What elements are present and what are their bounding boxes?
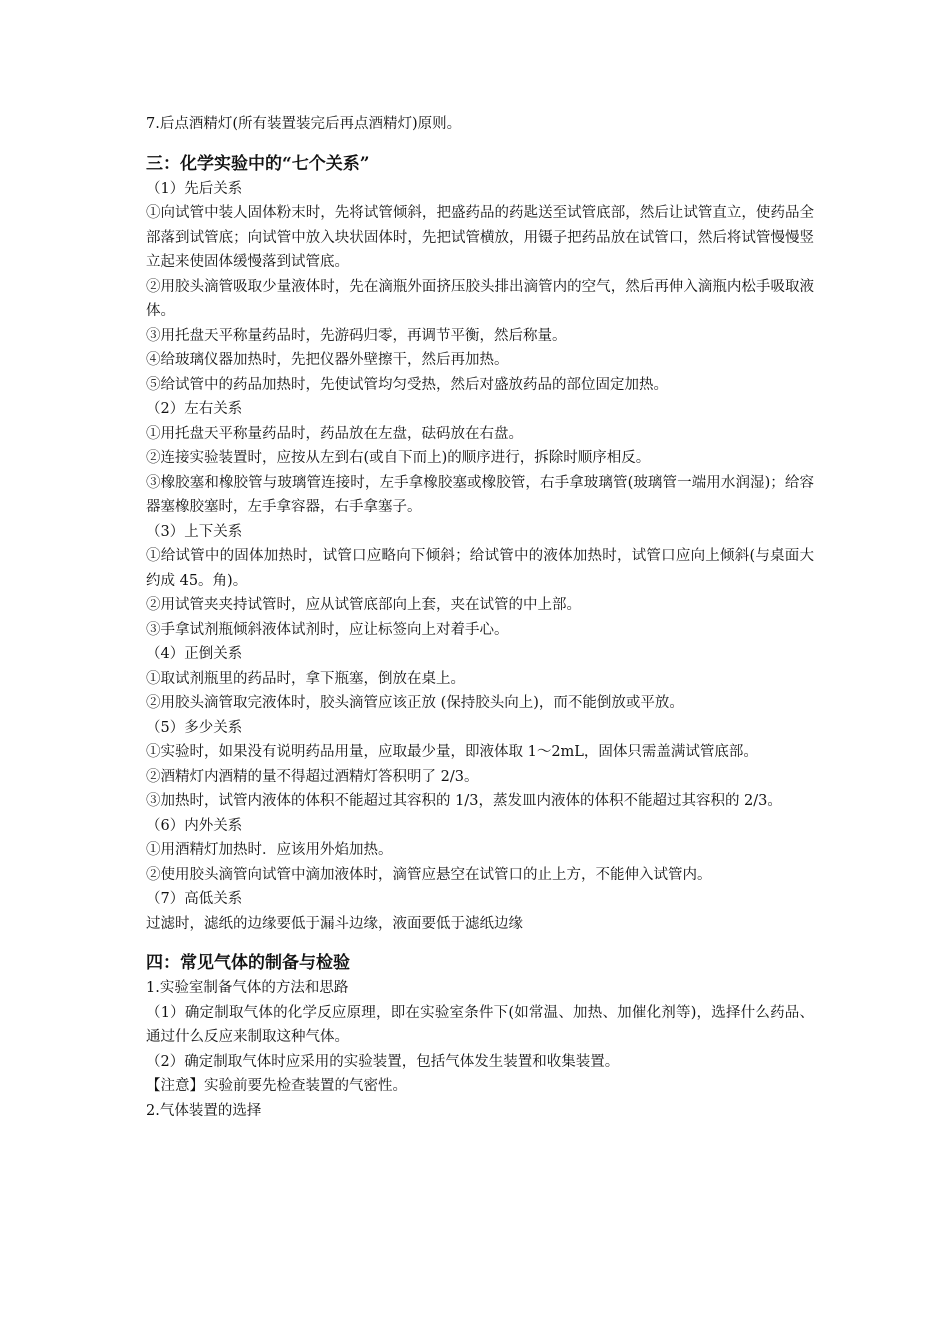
paragraph: ②用胶头滴管取完液体时，胶头滴管应该正放 (保持胶头向上)，而不能倒放或平放。: [146, 695, 684, 711]
paragraph: ①用酒精灯加热时．应该用外焰加热。: [146, 842, 393, 858]
document-page: [146, 112, 814, 1123]
paragraph: ②酒精灯内酒精的量不得超过酒精灯答积明了 2/3。: [146, 768, 479, 785]
paragraph: （2）确定制取气体时应采用的实验装置，包括气体发生装置和收集装置。: [146, 1053, 620, 1070]
section-3-title: 三：化学实验中的“七个关系”: [146, 153, 370, 174]
section-4-body: [146, 976, 814, 1123]
paragraph: （2）左右关系: [146, 401, 243, 417]
paragraph: ②用试管夹夹持试管时，应从试管底部向上套，夹在试管的中上部。: [146, 597, 581, 613]
paragraph: ④给玻璃仪器加热时，先把仪器外壁擦干，然后再加热。: [146, 352, 509, 368]
paragraph: 【注意】实验前要先检查装置的气密性。: [146, 1078, 407, 1094]
paragraph: （5）多少关系: [146, 719, 243, 736]
paragraph: （3）上下关系: [146, 523, 243, 540]
paragraph: （1）先后关系: [146, 180, 243, 197]
paragraph: ①用托盘天平称量药品时，药品放在左盘，砝码放在右盘。: [146, 425, 523, 442]
paragraph: （4）正倒关系: [146, 646, 243, 662]
paragraph: 1.实验室制备气体的方法和思路: [146, 980, 349, 996]
paragraph: 过滤时，滤纸的边缘要低于漏斗边缘，液面要低于滤纸边缘: [146, 915, 523, 932]
paragraph: ②连接实验装置时，应按从左到右(或自下而上)的顺序进行，拆除时顺序相反。: [146, 450, 651, 466]
paragraph: ③手拿试剂瓶倾斜液体试剂时，应让标签向上对着手心。: [146, 621, 509, 638]
paragraph: ①实验时，如果没有说明药品用量，应取最少量，即液体取 1～2mL，固体只需盖满试管底部。: [146, 744, 758, 760]
paragraph: ②使用胶头滴管向试管中滴加液体时，滴管应悬空在试管口的止上方，不能伸入试管内。: [146, 866, 712, 883]
paragraph: ②用胶头滴管吸取少量液体时，先在滴瓶外面挤压胶头排出滴管内的空气，然后再伸入滴瓶内松手吸取液体。: [146, 278, 814, 319]
paragraph: ①向试管中装人固体粉末时，先将试管倾斜，把盛药品的药匙送至试管底部，然后让试管直立，使药品全部落到试管底；向试管中放入块状固体时，先把试管横放，用镊子把药品放在试管口，然后将试管慢慢竖立起来使固体缓慢落到试管底。: [146, 205, 814, 270]
paragraph: ⑤给试管中的药品加热时，先使试管均匀受热，然后对盛放药品的部位固定加热。: [146, 376, 668, 393]
paragraph: ①取试剂瓶里的药品时，拿下瓶塞，倒放在桌上。: [146, 670, 465, 687]
section-3-body: [146, 177, 814, 937]
paragraph: 2.气体装置的选择: [146, 1102, 262, 1119]
section-4-title: 四：常见气体的制备与检验: [146, 953, 350, 973]
paragraph: （6）内外关系: [146, 817, 243, 834]
paragraph: （7）高低关系: [146, 891, 243, 907]
paragraph: （1）确定制取气体的化学反应原理，即在实验室条件下(如常温、加热、加催化剂等)，选择什么药品、通过什么反应来制取这种气体。: [146, 1004, 814, 1045]
paragraph: ①给试管中的固体加热时，试管口应略向下倾斜；给试管中的液体加热时，试管口应向上倾斜(与桌面大约成 45。角)。: [146, 548, 814, 589]
paragraph: ③加热时，试管内液体的体积不能超过其容积的 1/3，蒸发皿内液体的体积不能超过其容积的 2/3。: [146, 793, 782, 809]
paragraph: ③橡胶塞和橡胶管与玻璃管连接时，左手拿橡胶塞或橡胶管，右手拿玻璃管(玻璃管一端用水润湿)；给容器塞橡胶塞时，左手拿容器，右手拿塞子。: [146, 474, 814, 515]
paragraph: ③用托盘天平称量药品时，先游码归零，再调节平衡，然后称量。: [146, 327, 567, 344]
intro-line: 7.后点酒精灯(所有装置装完后再点酒精灯)原则。: [146, 116, 462, 132]
